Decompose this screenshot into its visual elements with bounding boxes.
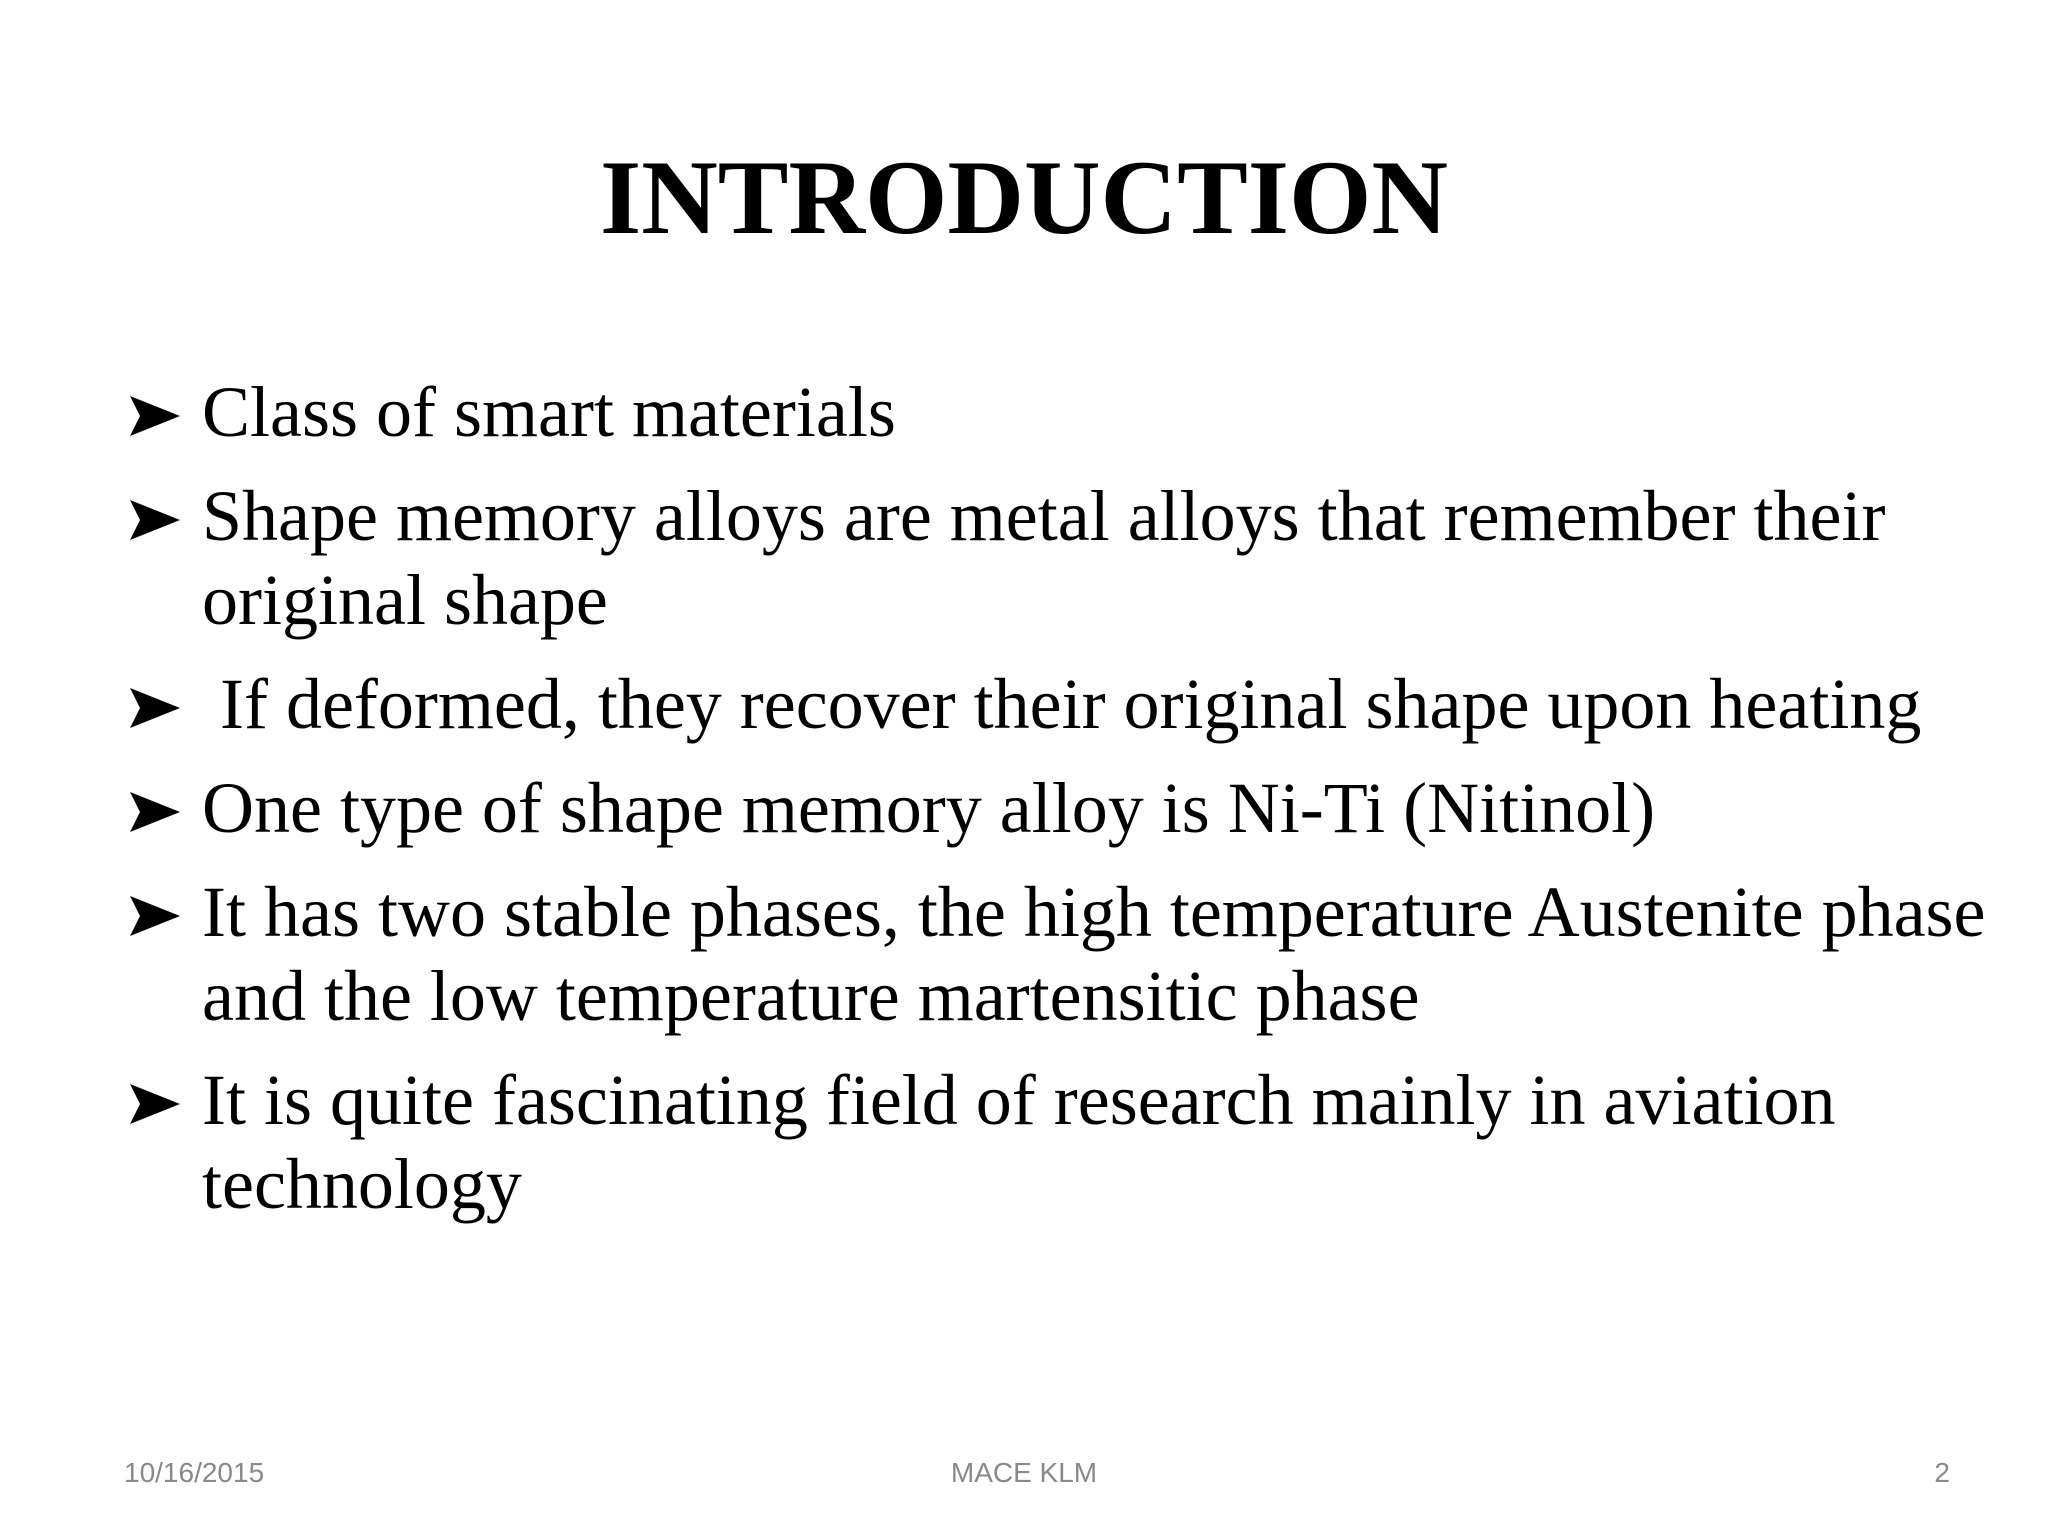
arrowhead-bullet-icon [128, 790, 182, 834]
bullet-item [128, 870, 1988, 1038]
bullet-text: It is quite fascinating field of research mainly in aviation technology [202, 1060, 1836, 1224]
bullet-item [128, 766, 1988, 850]
arrowhead-bullet-icon [128, 498, 182, 542]
bullet-text: One type of shape memory alloy is Ni-Ti (Nitinol) [202, 768, 1656, 848]
bullet-text: Class of smart materials [202, 372, 896, 452]
bullet-item [128, 370, 1988, 454]
arrowhead-bullet-icon [128, 894, 182, 938]
footer-organization: MACE KLM [950, 1457, 1098, 1488]
bullet-item [128, 474, 1988, 642]
slide-title: INTRODUCTION [599, 139, 1449, 256]
bullet-list [128, 370, 1988, 1246]
footer-date: 10/16/2015 [124, 1457, 265, 1488]
bullet-item [128, 662, 1988, 746]
slide-number: 2 [1934, 1457, 1950, 1488]
bullet-text: If deformed, they recover their original shape upon heating [202, 664, 1922, 744]
arrowhead-bullet-icon [128, 1082, 182, 1126]
arrowhead-bullet-icon [128, 686, 182, 730]
bullet-text: It has two stable phases, the high temperature Austenite phase and the low temperature martensitic phase [202, 872, 1986, 1036]
bullet-item [128, 1058, 1988, 1226]
bullet-text: Shape memory alloys are metal alloys that remember their original shape [202, 476, 1886, 640]
arrowhead-bullet-icon [128, 394, 182, 438]
